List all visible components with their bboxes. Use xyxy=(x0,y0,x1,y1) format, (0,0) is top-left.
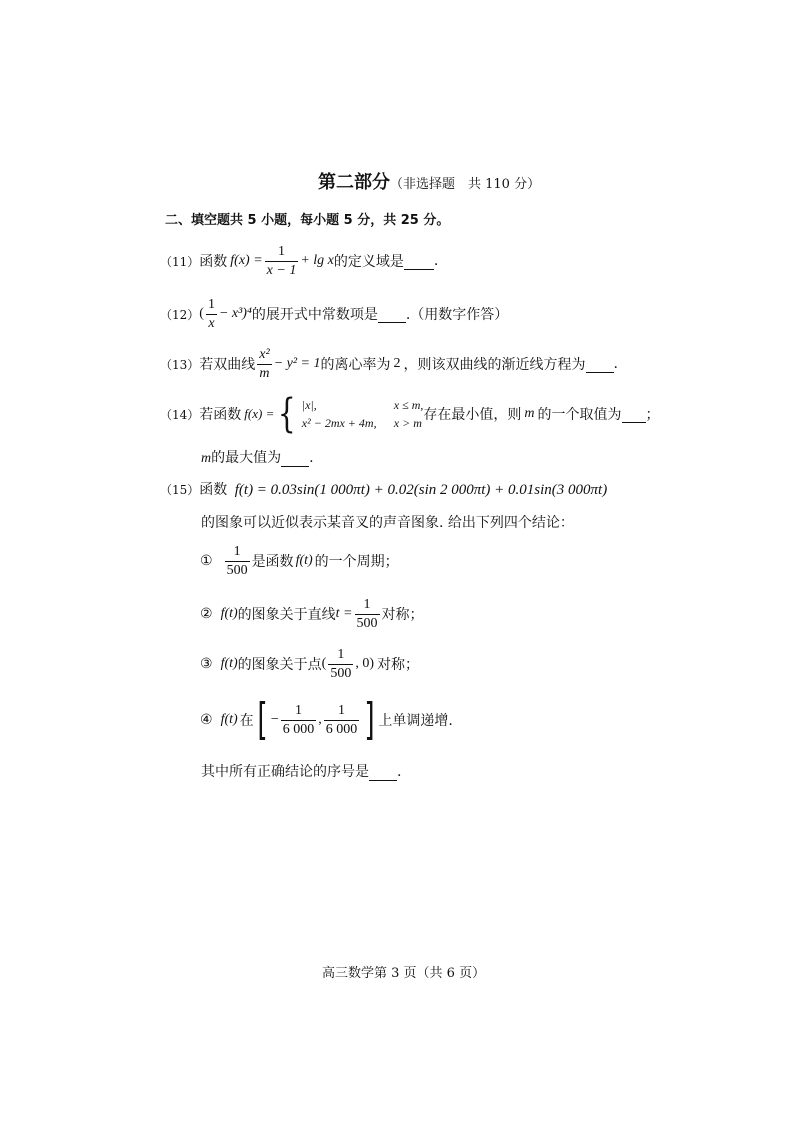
q14-case2-expr: x² − 2mx + 4m, xyxy=(301,416,377,430)
c1-fraction xyxy=(225,545,250,578)
q13-frac-num: x² xyxy=(259,346,270,362)
c3-open: ( xyxy=(321,656,327,671)
q13-end: . xyxy=(613,356,618,372)
c3-mark: ③ xyxy=(200,656,213,672)
q11-frac-num: 1 xyxy=(277,243,285,259)
c2-mark: ② xyxy=(200,606,213,622)
c4-end: 上单调递增. xyxy=(378,713,453,729)
q14-end: ； xyxy=(645,407,660,423)
c1-end: 的一个周期； xyxy=(314,554,399,570)
part-title: 第二部分 xyxy=(318,172,390,193)
q14-cases xyxy=(302,396,424,432)
c3-close: , 0) xyxy=(355,656,375,671)
q12-frac-den: x xyxy=(208,315,215,331)
c3-num: 1 xyxy=(337,646,345,662)
q11-answer-blank[interactable] xyxy=(404,253,434,270)
q13-mid: 的离心率为 xyxy=(320,357,391,373)
q11-tail: + lg x xyxy=(300,253,334,268)
q12-end: .（用数字作答） xyxy=(405,307,509,323)
section-heading: 二、填空题共 5 小题，每小题 5 分，共 25 分。 xyxy=(165,213,450,228)
q15-conclusion-1 xyxy=(200,540,399,582)
q14-suffix: 的一个取值为 xyxy=(537,407,622,423)
q14-piecewise xyxy=(274,391,424,437)
q11-suffix: 的定义域是 xyxy=(333,254,404,270)
right-bracket-icon: ] xyxy=(364,694,375,745)
question-13 xyxy=(160,343,618,385)
c2-fraction xyxy=(355,598,380,631)
c3-f: f(t) xyxy=(220,656,238,671)
question-15 xyxy=(160,479,607,499)
c4-mark: ④ xyxy=(200,712,213,728)
q14-answer-blank-2[interactable] xyxy=(281,450,309,467)
q11-end: . xyxy=(433,253,439,269)
q14-answer-blank-1[interactable] xyxy=(622,406,646,423)
c4-num1: 1 xyxy=(295,702,302,718)
q12-answer-blank[interactable] xyxy=(378,306,406,323)
question-12 xyxy=(160,294,508,334)
q14-case2-cond: x > m xyxy=(393,416,422,430)
q13-value: 2 xyxy=(393,356,401,371)
q12-body: − x³)⁴ xyxy=(218,306,252,321)
c4-comma: , xyxy=(318,712,322,727)
q12-open: ( xyxy=(199,306,204,321)
q12-frac-num: 1 xyxy=(207,296,215,312)
c4-num2: 1 xyxy=(338,702,345,718)
q15-number: （15） xyxy=(160,483,200,497)
q14-number: （14） xyxy=(160,407,200,422)
page-header xyxy=(318,168,540,194)
c4-f: f(t) xyxy=(220,712,238,727)
q14-mid: 存在最小值，则 xyxy=(423,407,522,423)
c4-den2: 6 000 xyxy=(325,721,358,737)
question-11 xyxy=(160,240,438,282)
q13-fraction xyxy=(257,348,271,381)
q13-frac-den: m xyxy=(259,365,270,381)
q13-body: − y² = 1 xyxy=(273,356,321,371)
c2-end: 对称； xyxy=(381,607,424,623)
c1-f: f(t) xyxy=(295,553,313,568)
q12-fraction xyxy=(206,298,217,331)
left-brace-icon: { xyxy=(278,391,296,437)
q15-line-2: 的图象可以近似表示某音叉的声音图象. 给出下列四个结论： xyxy=(201,515,574,531)
q15-conclusion-3 xyxy=(200,643,419,685)
q13-answer-blank[interactable] xyxy=(586,356,614,373)
c4-fraction-1 xyxy=(281,704,317,737)
c1-mark: ① xyxy=(200,553,213,569)
page-footer: 高三数学第 3 页（共 6 页） xyxy=(322,966,486,981)
q14-fx: f(x) = xyxy=(244,406,275,421)
c3-text: 的图象关于点 xyxy=(237,657,322,673)
q14-case-1 xyxy=(302,396,424,414)
left-bracket-icon: [ xyxy=(257,694,268,745)
q15-prefix: 函数 xyxy=(199,482,228,498)
c1-num: 1 xyxy=(233,543,241,559)
q15-final-line xyxy=(201,761,401,781)
q14-line2-end: . xyxy=(309,450,314,466)
c2-text: 的图象关于直线 xyxy=(237,607,336,623)
q14-case1-cond: x ≤ m, xyxy=(393,398,424,412)
q13-prefix: 若双曲线 xyxy=(199,357,256,373)
q14-prefix: 若函数 xyxy=(199,407,242,423)
q11-frac-den: x − 1 xyxy=(266,262,297,278)
question-14-line-2 xyxy=(201,447,314,467)
q14-case-2 xyxy=(302,414,424,432)
q15-formula: f(t) = 0.03sin(1 000πt) + 0.02(sin 2 000πt) + 0.01sin(3 000πt) xyxy=(234,482,608,498)
q11-fx: f(x) = xyxy=(230,253,263,268)
c3-end: 对称； xyxy=(377,657,420,673)
c4-den1: 6 000 xyxy=(282,721,315,737)
q14-line2-text: 的最大值为 xyxy=(211,450,282,466)
q12-suffix: 的展开式中常数项是 xyxy=(251,307,378,323)
q13-suffix: ，则该双曲线的渐近线方程为 xyxy=(403,357,586,373)
c2-f: f(t) xyxy=(220,606,238,621)
q15-conclusion-4 xyxy=(200,696,453,744)
question-14 xyxy=(160,392,660,436)
q15-answer-blank[interactable] xyxy=(369,764,397,781)
q11-fraction xyxy=(265,245,299,278)
c3-fraction xyxy=(328,648,353,681)
q11-number: （11） xyxy=(160,254,200,269)
c2-t: t = xyxy=(335,606,353,621)
q15-conclusion-2 xyxy=(200,593,424,635)
c4-minus: − xyxy=(270,712,279,727)
q12-number: （12） xyxy=(160,307,200,322)
q15-last-end: . xyxy=(397,764,402,780)
q15-last: 其中所有正确结论的序号是 xyxy=(201,764,369,780)
c1-den: 500 xyxy=(226,562,248,578)
q13-number: （13） xyxy=(160,357,200,372)
c4-fraction-2 xyxy=(324,704,360,737)
c2-num: 1 xyxy=(363,596,371,612)
q14-case1-expr: |x|, xyxy=(301,398,317,412)
part-subtitle: （非选择题 共 110 分） xyxy=(390,177,541,192)
c1-text: 是函数 xyxy=(251,554,294,570)
q14-m: m xyxy=(524,406,535,421)
c4-text: 在 xyxy=(239,713,254,729)
q11-prefix: 函数 xyxy=(199,254,228,270)
q14-line2-m: m xyxy=(201,451,212,466)
c3-den: 500 xyxy=(330,665,352,681)
c2-den: 500 xyxy=(356,615,378,631)
